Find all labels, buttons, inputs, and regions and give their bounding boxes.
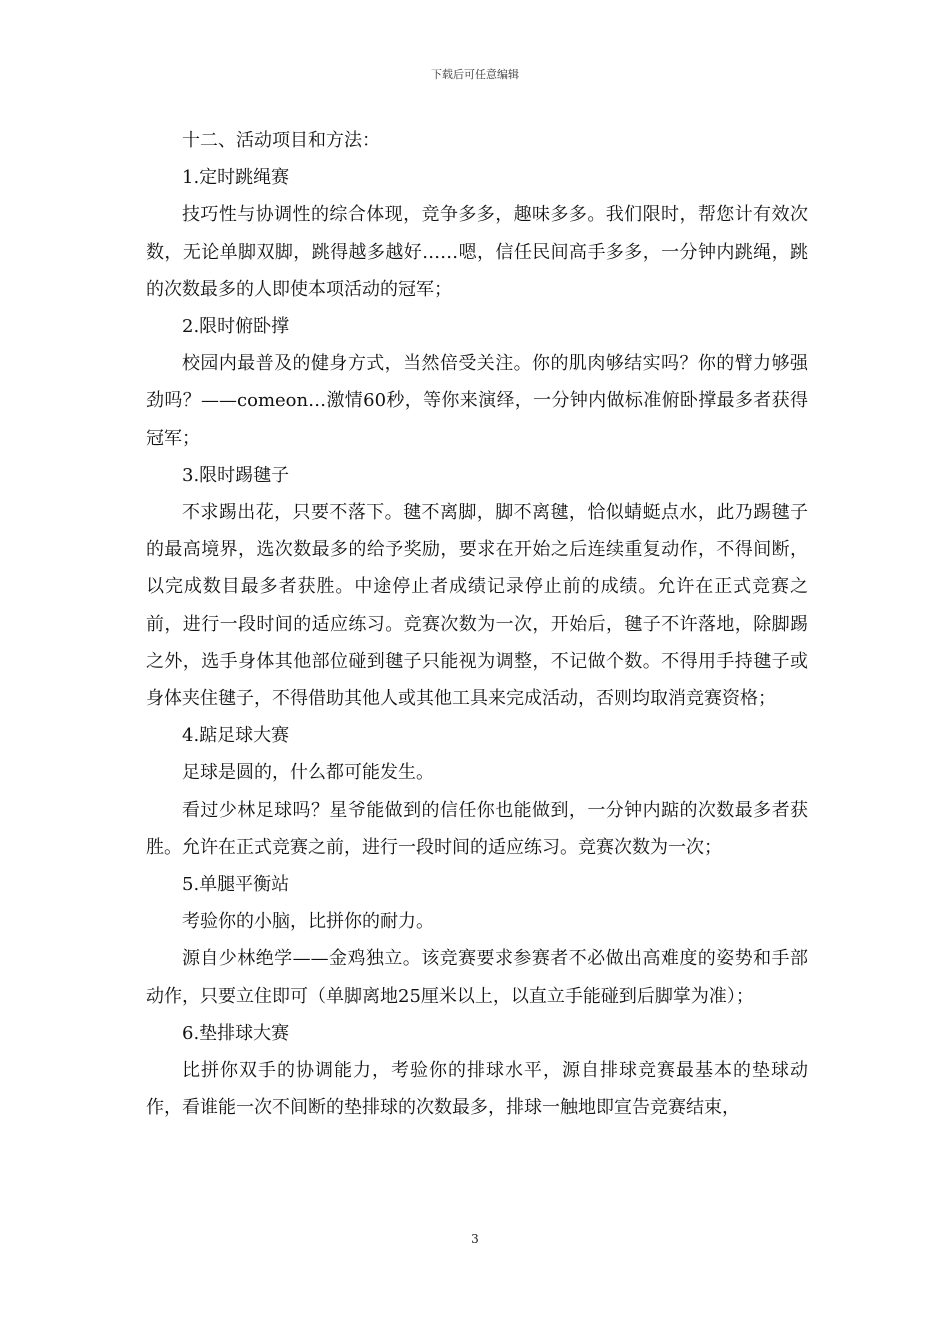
item-heading-push-ups: 2.限时俯卧撑 — [182, 316, 290, 338]
section-heading: 十二、活动项目和方法： — [182, 130, 380, 151]
paragraph: 技巧性与协调性的综合体现，竞争多多，趣味多多。我们限时，帮您计有效次数，无论单脚双脚，跳得越多越好……嗯，信任民间高手多多，一分钟内跳绳，跳的次数最多的人即使本项活动的冠军； — [146, 204, 808, 300]
document-body — [146, 122, 808, 1126]
paragraph: 不求踢出花，只要不落下。毽不离脚，脚不离毽，恰似蜻蜓点水，此乃踢毽子的最高境界，选次数最多的给予奖励，要求在开始之后连续重复动作，不得间断，以完成数目最多者获胜。中途停止者成绩记录停止前的成绩。允许在正式竞赛之前，进行一段时间的适应练习。竞赛次数为一次，开始后，毽子不许落地，除脚踢之外，选手身体其他部位碰到毽子只能视为调整，不记做个数。不得用手持毽子或身体夹住毽子，不得借助其他人或其他工具来完成活动，否则均取消竞赛资格； — [146, 502, 808, 710]
item-heading-shuttlecock: 3.限时踢毽子 — [182, 464, 290, 486]
item-heading-football: 4.踮足球大赛 — [182, 725, 290, 747]
paragraph: 考验你的小脑，比拼你的耐力。 — [182, 911, 434, 933]
page-header: 下载后可任意编辑 — [431, 68, 519, 81]
paragraph: 校园内最普及的健身方式，当然倍受关注。你的肌肉够结实吗？你的臂力够强劲吗？——comeon…激情60秒，等你来演绎，一分钟内做标准俯卧撑最多者获得冠军； — [146, 353, 808, 449]
paragraph: 比拼你双手的协调能力，考验你的排球水平，源自排球竞赛最基本的垫球动作，看谁能一次不间断的垫排球的次数最多，排球一触地即宣告竞赛结束， — [146, 1060, 808, 1119]
paragraph: 足球是圆的，什么都可能发生。 — [182, 762, 434, 784]
item-heading-volleyball: 6.垫排球大赛 — [182, 1022, 290, 1044]
item-heading-balance: 5.单腿平衡站 — [182, 874, 290, 896]
item-heading-rope-skipping: 1.定时跳绳赛 — [182, 167, 290, 189]
page-number: 3 — [471, 1232, 479, 1246]
paragraph: 源自少林绝学——金鸡独立。该竞赛要求参赛者不必做出高难度的姿势和手部动作，只要立住即可（单脚离地25厘米以上，以直立手能碰到后脚掌为准）； — [146, 948, 808, 1007]
paragraph: 看过少林足球吗？星爷能做到的信任你也能做到，一分钟内踮的次数最多者获胜。允许在正式竞赛之前，进行一段时间的适应练习。竞赛次数为一次； — [146, 799, 808, 858]
